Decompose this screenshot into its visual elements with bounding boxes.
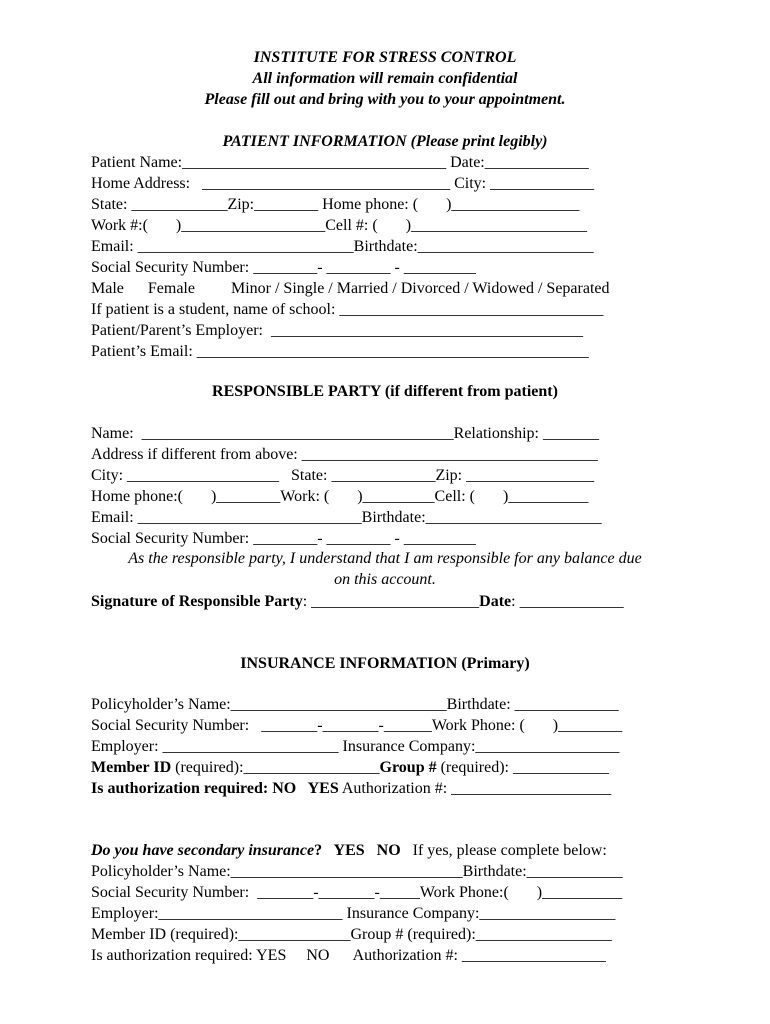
responsibility-notice-cont: on this account.	[334, 571, 436, 588]
secondary-ssn-workphone-field[interactable]: Social Security Number: _______-_______-_____Work Phone:( )__________	[91, 884, 623, 901]
employer-field[interactable]: Patient/Parent’s Employer: _______________________________________	[91, 322, 583, 339]
school-field[interactable]: If patient is a student, name of school: _________________________________	[91, 301, 604, 318]
patient-info-heading: PATIENT INFORMATION (Please print legibly)	[222, 133, 548, 150]
secondary-instruction: If yes, please complete below:	[400, 842, 607, 859]
responsible-party-heading: RESPONSIBLE PARTY (if different from patient)	[212, 383, 558, 400]
member-group-field[interactable]	[91, 758, 609, 778]
signature-date-blank[interactable]: : _____________	[511, 593, 624, 610]
sex-marital-status-options[interactable]: Male Female Minor / Single / Married / Divorced / Widowed / Separated	[91, 280, 610, 297]
rp-email-birthdate-field[interactable]: Email: ____________________________Birthdate:______________________	[91, 509, 602, 526]
home-address-field[interactable]: Home Address: _______________________________ City: _____________	[91, 175, 595, 192]
policy-ssn-workphone-field[interactable]: Social Security Number: _______-_______-______Work Phone: ( )________	[91, 717, 623, 734]
secondary-authorization-field[interactable]: Is authorization required: YES NO Authorization #: __________________	[91, 947, 606, 964]
authorization-label[interactable]: Is authorization required: NO YES	[91, 780, 339, 797]
secondary-question-label: Do you have secondary insurance	[91, 842, 315, 859]
secondary-insurance-question[interactable]	[91, 841, 607, 861]
responsibility-notice: As the responsible party, I understand that I am responsible for any balance due	[128, 550, 642, 567]
insurance-primary-heading: INSURANCE INFORMATION (Primary)	[240, 655, 530, 672]
rp-phones-field[interactable]: Home phone:( )________Work: ( )_________Cell: ( )__________	[91, 488, 589, 505]
rp-city-state-zip-field[interactable]: City: ___________________ State: _____________Zip: ________________	[91, 467, 595, 484]
rp-name-relationship-field[interactable]: Name: _______________________________________Relationship: _______	[91, 425, 599, 442]
bring-notice: Please fill out and bring with you to your appointment.	[204, 91, 566, 108]
member-id-blank[interactable]: (required):_________________	[171, 759, 380, 776]
signature-label: Signature of Responsible Party	[91, 593, 303, 610]
secondary-employer-field[interactable]: Employer:_______________________ Insurance Company:_________________	[91, 905, 616, 922]
rp-signature-field[interactable]	[91, 592, 624, 612]
employer-insurance-company-field[interactable]: Employer: ______________________ Insurance Company:__________________	[91, 738, 620, 755]
secondary-policyholder-field[interactable]: Policyholder’s Name:_____________________________Birthdate:____________	[91, 863, 623, 880]
signature-blank[interactable]: : _____________________	[302, 593, 480, 610]
group-label: Group #	[379, 759, 437, 776]
patient-name-field[interactable]: Patient Name:_________________________________ Date:_____________	[91, 154, 589, 171]
authorization-blank[interactable]: Authorization #: ____________________	[338, 780, 612, 797]
work-cell-field[interactable]: Work #:( )__________________Cell #: ( )______________________	[91, 217, 588, 234]
patient-email-field[interactable]: Patient’s Email: _________________________________________________	[91, 343, 589, 360]
secondary-member-group-field[interactable]: Member ID (required):______________Group # (required):_________________	[91, 926, 612, 943]
state-zip-phone-field[interactable]: State: ____________Zip:________ Home phone: ( )________________	[91, 196, 580, 213]
ssn-field[interactable]: Social Security Number: ________- ________ - _________	[91, 259, 476, 276]
secondary-question-mark: ?	[314, 842, 323, 859]
rp-address-field[interactable]: Address if different from above: _____________________________________	[91, 446, 598, 463]
secondary-yes-no-options[interactable]: YES NO	[322, 842, 401, 859]
confidential-notice: All information will remain confidential	[252, 70, 518, 87]
form-title: INSTITUTE FOR STRESS CONTROL	[253, 49, 517, 66]
group-blank[interactable]: (required): ____________	[436, 759, 609, 776]
email-birthdate-field[interactable]: Email: ___________________________Birthdate:______________________	[91, 238, 594, 255]
rp-ssn-field[interactable]: Social Security Number: ________- ________ - _________	[91, 530, 476, 547]
authorization-field[interactable]	[91, 779, 611, 799]
policyholder-field[interactable]: Policyholder’s Name:___________________________Birthdate: _____________	[91, 696, 619, 713]
signature-date-label: Date	[479, 593, 512, 610]
member-id-label: Member ID	[91, 759, 172, 776]
